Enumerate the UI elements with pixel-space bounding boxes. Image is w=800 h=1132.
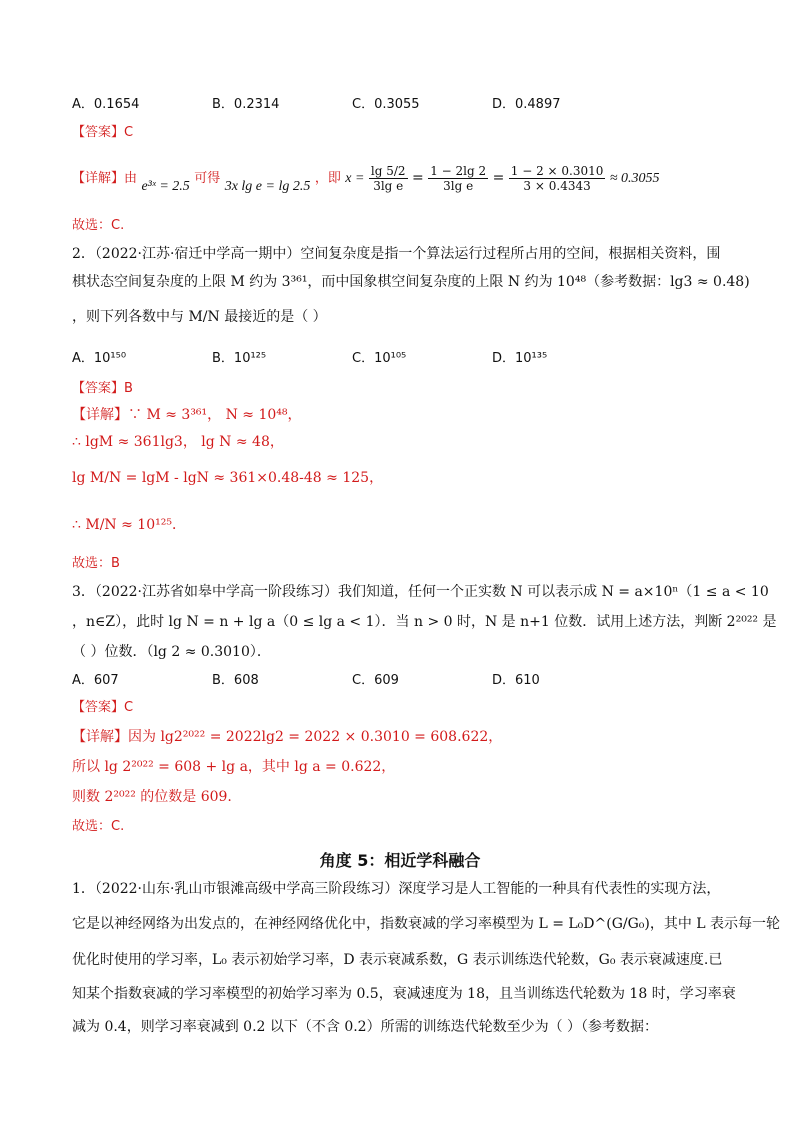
q2-detail4: ∴ M/N ≈ 10¹²⁵．	[72, 517, 186, 533]
frac1-num: lg 5/2	[370, 163, 406, 178]
q2-option-b: B．10¹²⁵	[212, 351, 267, 366]
option-c: C．0.3055	[352, 97, 420, 112]
q4-line1: 1．（2022·山东·乳山市银滩高级中学高三阶段练习）深度学习是人工智能的一种具有代表性的实现方法，	[72, 881, 721, 897]
frac1-den: 3lg e	[373, 178, 404, 193]
prev-detail: 【详解】由 e³ˣ = 2.5 可得 3x lg e = lg 2.5 ，即 x = $\frac{\lg 5/2}{\text{3lg e}}$ = $\frac{1 - 2\lg 2}{\text{3lg e}}$ = $\frac{1 - 2 \times 0.3010}{3 \times 0.4343}$ ≈ 0.3055	[72, 163, 660, 194]
prev-detail-result: ≈ 0.3055	[609, 171, 660, 186]
q3-detail1: 【详解】因为 lg2²⁰²² = 2022lg2 = 2022 × 0.3010 = 608.622，	[72, 729, 503, 745]
prev-detail-label: 【详解】由	[72, 171, 138, 186]
q3-line2: ，n∈Z），此时 lg N = n + lg a（0 ≤ lg a < 1）．当 n > 0 时，N 是 n+1 位数．试用上述方法，判断 2²⁰²² 是	[72, 614, 777, 630]
prev-detail-frac2	[428, 164, 488, 193]
q2-detail3: lg M/N = lgM - lgN ≈ 361×0.48-48 ≈ 125，	[72, 470, 384, 486]
q2-options	[72, 349, 732, 369]
prev-answer: 【答案】C	[72, 125, 134, 140]
q4-line3: 优化时使用的学习率，L₀ 表示初始学习率，D 表示衰减系数，G 表示训练迭代轮数，G₀ 表示衰减速度.已	[72, 952, 723, 968]
q2-answer: 【答案】B	[72, 381, 133, 396]
prev-detail-mid: 可得	[194, 171, 221, 186]
prev-question-options	[72, 95, 732, 115]
q3-line1: 3．（2022·江苏省如皋中学高一阶段练习）我们知道，任何一个正实数 N 可以表示成 N = a×10ⁿ（1 ≤ a < 10	[72, 584, 769, 600]
q3-option-d: D．610	[492, 673, 540, 688]
prev-detail-eq3-left: x =	[345, 171, 365, 186]
q3-option-c: C．609	[352, 673, 399, 688]
q3-detail2: 所以 lg 2²⁰²² = 608 + lg a，其中 lg a = 0.622，	[72, 759, 396, 775]
q3-options	[72, 671, 732, 691]
q2-option-d: D．10¹³⁵	[492, 351, 548, 366]
q4-line2: 它是以神经网络为出发点的，在神经网络优化中，指数衰减的学习率模型为 L = L₀D^(G/G₀)，其中 L 表示每一轮	[72, 916, 781, 932]
q3-option-a: A．607	[72, 673, 119, 688]
prev-detail-eq1: e³ˣ = 2.5	[141, 179, 190, 194]
prev-detail-eq2: 3x lg e = lg 2.5	[224, 179, 311, 194]
q2-option-a: A．10¹⁵⁰	[72, 351, 127, 366]
q3-detail3: 则数 2²⁰²² 的位数是 609.	[72, 789, 232, 805]
frac3-den: 3 × 0.4343	[523, 178, 591, 193]
q2-detail1: 【详解】∵ M ≈ 3³⁶¹， N ≈ 10⁴⁸，	[72, 407, 302, 423]
option-b: B．0.2314	[212, 97, 280, 112]
q2-detail2: ∴ lgM ≈ 361lg3， lg N ≈ 48，	[72, 434, 284, 450]
prev-detail-frac1	[369, 164, 408, 193]
q2-line1: 2．（2022·江苏·宿迁中学高一期中）空间复杂度是指一个算法运行过程所占用的空间，根据相关资料，围	[72, 246, 721, 262]
section-title: 角度 5：相近学科融合	[319, 851, 481, 870]
frac2-num: 1 − 2lg 2	[430, 163, 487, 178]
q2-option-c: C．10¹⁰⁵	[352, 351, 407, 366]
q3-answer: 【答案】C	[72, 700, 134, 715]
q2-guxuan: 故选：B	[72, 556, 120, 571]
prev-detail-frac3	[509, 164, 606, 193]
frac3-num: 1 − 2 × 0.3010	[510, 163, 604, 178]
q2-line2: 棋状态空间复杂度的上限 M 约为 3³⁶¹，而中国象棋空间复杂度的上限 N 约为 10⁴⁸（参考数据：lg3 ≈ 0.48)	[72, 274, 750, 290]
q3-option-b: B．608	[212, 673, 259, 688]
frac2-den: 3lg e	[443, 178, 474, 193]
q3-guxuan: 故选：C.	[72, 819, 125, 834]
option-d: D．0.4897	[492, 97, 561, 112]
q2-line3: ，则下列各数中与 M/N 最接近的是（ ）	[72, 309, 327, 325]
q3-line3: （ ）位数．（lg 2 ≈ 0.3010）．	[72, 644, 271, 660]
prev-detail-ji: ，即	[314, 171, 341, 186]
option-a: A．0.1654	[72, 97, 140, 112]
q4-line4: 知某个指数衰减的学习率模型的初始学习率为 0.5，衰减速度为 18，且当训练迭代轮数为 18 时，学习率衰	[72, 986, 736, 1002]
q4-line5: 减为 0.4，则学习率衰减到 0.2 以下（不含 0.2）所需的训练迭代轮数至少为（ ）（参考数据：	[72, 1019, 659, 1035]
prev-guxuan: 故选：C.	[72, 218, 125, 233]
